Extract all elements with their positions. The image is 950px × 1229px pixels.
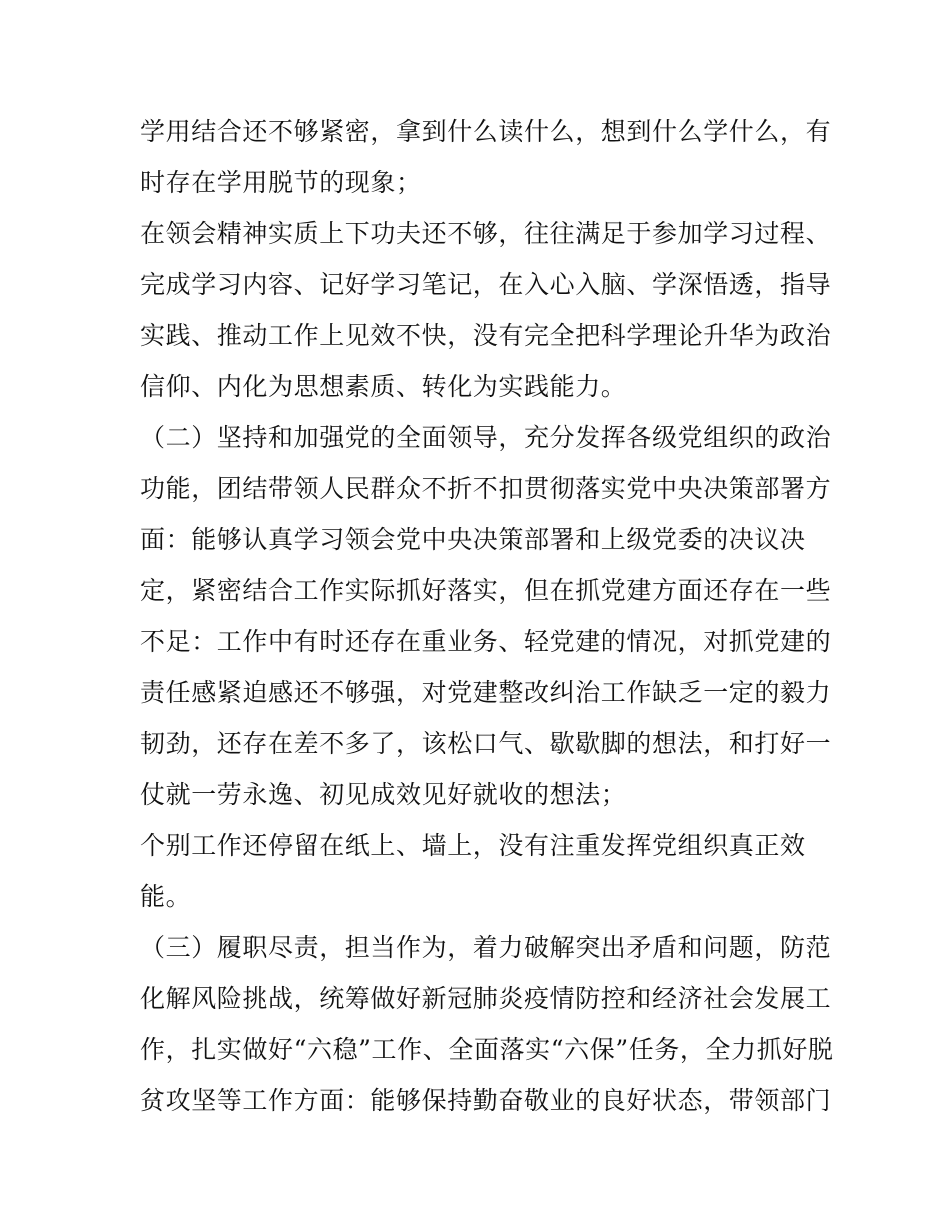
text-line: 贫攻坚等工作方面：能够保持勤奋敬业的良好状态，带领部门 [140,1086,832,1115]
text-line: 时存在学用脱节的现象； [140,168,422,197]
section-heading-line: （二）坚持和加强党的全面领导，充分发挥各级党组织的政治 [140,423,832,452]
document-body-text [140,106,834,1126]
text-line: 能。 [140,882,192,911]
text-line: 韧劲，还存在差不多了，该松口气、歇歇脚的想法，和打好一 [140,729,832,758]
text-line: 信仰、内化为思想素质、转化为实践能力。 [140,372,627,401]
text-line: 功能，团结带领人民群众不折不扣贯彻落实党中央决策部署方 [140,474,832,503]
text-line: 在领会精神实质上下功夫还不够，往往满足于参加学习过程、 [140,219,832,248]
text-line: 仗就一劳永逸、初见成效见好就收的想法； [140,780,627,809]
text-line: 完成学习内容、记好学习笔记，在入心入脑、学深悟透，指导 [140,270,832,299]
text-line: 作，扎实做好“六稳”工作、全面落实“六保”任务，全力抓好脱 [140,1035,834,1064]
text-line: 定，紧密结合工作实际抓好落实，但在抓党建方面还存在一些 [140,576,832,605]
text-line: 化解风险挑战，统筹做好新冠肺炎疫情防控和经济社会发展工 [140,984,832,1013]
text-line: 学用结合还不够紧密，拿到什么读什么，想到什么学什么，有 [140,117,832,146]
section-heading-line: （三）履职尽责，担当作为，着力破解突出矛盾和问题，防范 [140,933,832,962]
text-line: 不足：工作中有时还存在重业务、轻党建的情况，对抓党建的 [140,627,832,656]
text-line: 责任感紧迫感还不够强，对党建整改纠治工作缺乏一定的毅力 [140,678,832,707]
text-line: 实践、推动工作上见效不快，没有完全把科学理论升华为政治 [140,321,832,350]
text-line: 个别工作还停留在纸上、墙上，没有注重发挥党组织真正效 [140,831,806,860]
text-line: 面：能够认真学习领会党中央决策部署和上级党委的决议决 [140,525,806,554]
